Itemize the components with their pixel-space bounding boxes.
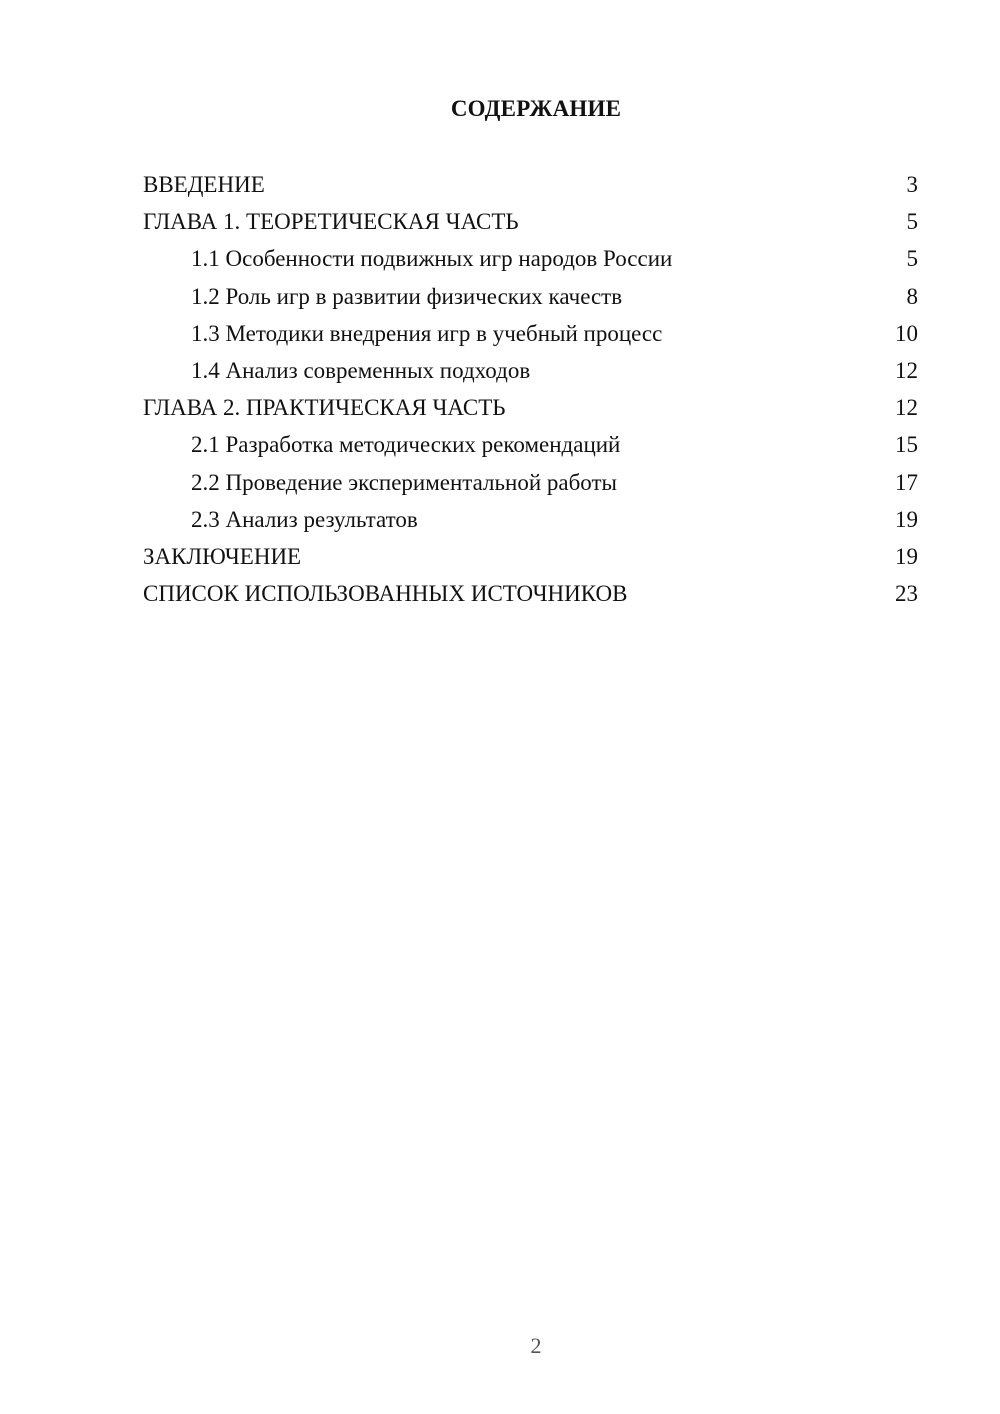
toc-entry-label: 2.2 Проведение экспериментальной работы <box>191 469 617 495</box>
toc-subentry <box>143 278 918 315</box>
toc-entry-page: 3 <box>906 172 918 197</box>
toc-entry <box>143 389 918 426</box>
toc-entry-page: 12 <box>895 357 918 383</box>
toc-entry-label: 1.2 Роль игр в развитии физических качеств <box>191 283 623 309</box>
toc-entry-page: 15 <box>895 432 918 458</box>
toc-entry-label: ГЛАВА 1. ТЕОРЕТИЧЕСКАЯ ЧАСТЬ <box>143 209 519 235</box>
toc-entry-label: 1.3 Методики внедрения игр в учебный процесс <box>191 320 663 346</box>
toc-entry <box>143 166 918 203</box>
toc-entry <box>143 203 918 240</box>
toc-entry-page: 19 <box>895 543 918 569</box>
toc-entry-page: 8 <box>906 283 918 309</box>
toc-entry-label: 2.1 Разработка методических рекомендаций <box>191 432 621 458</box>
toc-subentry <box>143 315 918 352</box>
toc-entry-page: 10 <box>895 320 918 346</box>
toc-entry-label: 1.1 Особенности подвижных игр народов России <box>191 246 673 272</box>
table-of-contents <box>143 166 918 612</box>
toc-entry <box>143 575 918 612</box>
toc-subentry <box>143 464 918 501</box>
toc-entry-page: 19 <box>895 506 918 532</box>
toc-entry-label: ГЛАВА 2. ПРАКТИЧЕСКАЯ ЧАСТЬ <box>143 395 506 421</box>
toc-entry-page: 17 <box>895 469 918 495</box>
toc-subentry <box>143 352 918 389</box>
toc-subentry <box>143 240 918 277</box>
toc-entry-page: 23 <box>895 581 918 607</box>
toc-entry-label: ЗАКЛЮЧЕНИЕ <box>143 543 302 569</box>
toc-subentry <box>143 501 918 538</box>
toc-entry-label: ВВЕДЕНИЕ <box>143 172 265 197</box>
toc-subentry <box>143 426 918 463</box>
toc-entry-label: 2.3 Анализ результатов <box>191 506 418 532</box>
toc-entry-label: СПИСОК ИСПОЛЬЗОВАННЫХ ИСТОЧНИКОВ <box>143 581 628 607</box>
page-number: 2 <box>530 1333 542 1358</box>
toc-entry-label: 1.4 Анализ современных подходов <box>191 357 531 383</box>
toc-entry <box>143 538 918 575</box>
toc-title: СОДЕРЖАНИЕ <box>450 96 622 121</box>
toc-entry-page: 5 <box>906 246 918 272</box>
toc-entry-page: 5 <box>906 209 918 235</box>
toc-entry-page: 12 <box>895 395 918 421</box>
